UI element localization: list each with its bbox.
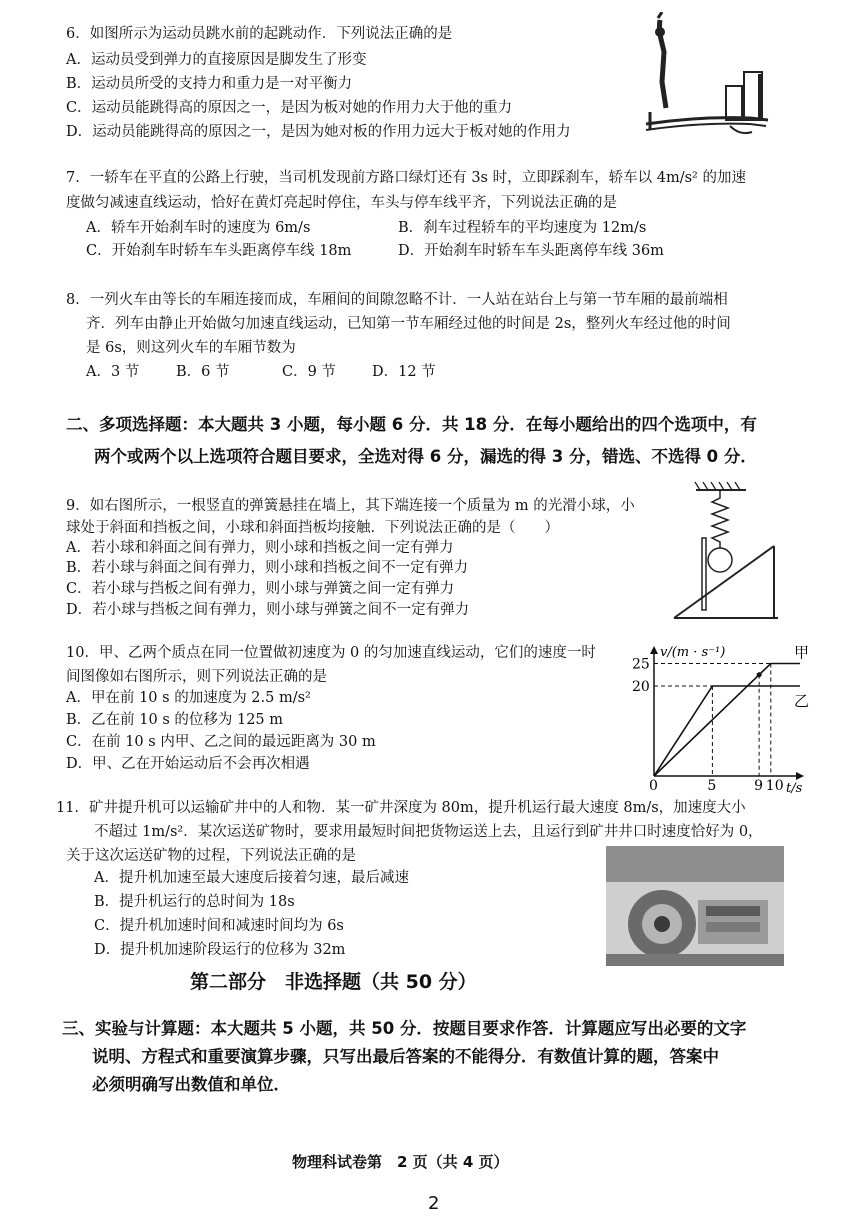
- q8-stem-line3: 是 6s，则这列火车的车厢节数为: [86, 340, 296, 356]
- intersection-point: [757, 672, 762, 677]
- part2-title: 第二部分 非选择题（共 50 分）: [190, 971, 477, 993]
- series-label-2: 乙: [794, 692, 810, 710]
- q11-stem-line2: 不超过 1m/s²．某次运送矿物时，要求用最短时间把货物运送上去，且运行到矿井井口时速度恰好为 0，: [94, 824, 763, 840]
- series-line-1: [654, 664, 800, 777]
- q10-option-c: C．在前 10 s 内甲、乙之间的最远距离为 30 m: [66, 734, 376, 750]
- q6-option-b: B．运动员所受的支持力和重力是一对平衡力: [66, 76, 353, 92]
- q10-stem-line2: 间图像如右图所示，则下列说法正确的是: [66, 669, 327, 685]
- x-axis-label: t/s: [786, 781, 803, 796]
- q6-option-d: D．运动员能跳得高的原因之一，是因为她对板的作用力远大于板对她的作用力: [66, 124, 571, 140]
- q10-option-d: D．甲、乙在开始运动后不会再次相遇: [66, 756, 310, 772]
- q11-option-a: A．提升机加速至最大速度后接着匀速，最后减速: [94, 870, 409, 886]
- page-number: 2: [428, 1193, 440, 1214]
- q11-stem-line3: 关于这次运送矿物的过程，下列说法正确的是: [66, 848, 356, 864]
- q8-option-a: A．3 节: [86, 364, 140, 380]
- q6-option-c: C．运动员能跳得高的原因之一，是因为板对她的作用力大于他的重力: [66, 100, 513, 116]
- x-tick-label-10: 10: [765, 778, 784, 794]
- section3-heading-line1: 三、实验与计算题：本大题共 5 小题，共 50 分．按题目要求作答．计算题应写出必要的文字: [62, 1019, 747, 1038]
- q8-option-d: D．12 节: [372, 364, 436, 380]
- y-tick-label-20: 20: [632, 679, 650, 695]
- q9-option-d: D．若小球与挡板之间有弹力，则小球与弹簧之间不一定有弹力: [66, 602, 470, 618]
- q11-option-b: B．提升机运行的总时间为 18s: [94, 894, 295, 910]
- q11-stem-line1: 11．矿井提升机可以运输矿井中的人和物．某一矿井深度为 80m，提升机运行最大速度 8m/s，加速度大小: [56, 800, 746, 816]
- q8-option-b: B．6 节: [176, 364, 230, 380]
- q7-option-d: D．开始刹车时轿车车头距离停车线 36m: [398, 243, 664, 259]
- x-axis-arrow: [796, 772, 804, 780]
- q9-stem-line1: 9．如右图所示，一根竖直的弹簧悬挂在墙上，其下端连接一个质量为 m 的光滑小球，小: [66, 498, 635, 514]
- q7-stem-line2: 度做匀减速直线运动，恰好在黄灯亮起时停住，车头与停车线平齐，下列说法正确的是: [66, 195, 617, 211]
- section2-heading-line1: 二、多项选择题：本大题共 3 小题，每小题 6 分．共 18 分．在每小题给出的四个选项中，有: [66, 415, 757, 434]
- mine-hoist-photo: [606, 846, 784, 966]
- q11-option-d: D．提升机加速阶段运行的位移为 32m: [94, 942, 346, 958]
- q9-option-a: A．若小球和斜面之间有弹力，则小球和挡板之间一定有弹力: [66, 540, 454, 556]
- q7-option-a: A．轿车开始刹车时的速度为 6m/s: [86, 220, 311, 236]
- q7-option-b: B．刹车过程轿车的平均速度为 12m/s: [398, 220, 647, 236]
- q8-option-c: C．9 节: [282, 364, 336, 380]
- page-footer: 物理科试卷第 2 页（共 4 页）: [292, 1153, 509, 1171]
- series-label-1: 甲: [794, 643, 810, 662]
- x-tick-label-0: 0: [649, 778, 658, 794]
- series-line-2: [654, 686, 800, 776]
- y-axis-label: v/(m · s⁻¹): [660, 645, 726, 660]
- y-tick-label-25: 25: [632, 656, 650, 673]
- q9-stem-line2: 球处于斜面和挡板之间，小球和斜面挡板均接触．下列说法正确的是（ ）: [66, 520, 559, 536]
- spring-incline-figure: [668, 480, 780, 626]
- y-axis-arrow: [650, 646, 658, 654]
- section3-heading-line2: 说明、方程式和重要演算步骤，只写出最后答案的不能得分．有数值计算的题，答案中: [92, 1047, 719, 1066]
- q9-option-c: C．若小球与挡板之间有弹力，则小球与弹簧之间一定有弹力: [66, 581, 455, 597]
- section2-heading-line2: 两个或两个以上选项符合题目要求，全选对得 6 分，漏选的得 3 分，错选、不选得 0 分．: [94, 447, 757, 466]
- diver-figure: [640, 12, 770, 142]
- q9-option-b: B．若小球与斜面之间有弹力，则小球和挡板之间不一定有弹力: [66, 560, 469, 576]
- section3-heading-line3: 必须明确写出数值和单位．: [92, 1075, 290, 1094]
- q10-option-b: B．乙在前 10 s 的位移为 125 m: [66, 712, 284, 728]
- q8-stem-line2: 齐．列车由静止开始做匀加速直线运动，已知第一节车厢经过他的时间是 2s，整列火车经过他的时间: [86, 316, 731, 332]
- q7-stem-line1: 7．一轿车在平直的公路上行驶，当司机发现前方路口绿灯还有 3s 时，立即踩刹车，轿车以 4m/s² 的加速: [66, 170, 746, 186]
- q10-option-a: A．甲在前 10 s 的加速度为 2.5 m/s²: [66, 690, 311, 706]
- x-tick-label-5: 5: [707, 778, 717, 794]
- q7-option-c: C．开始刹车时轿车车头距离停车线 18m: [86, 243, 352, 259]
- vt-chart: [624, 636, 810, 796]
- q6-stem: 6．如图所示为运动员跳水前的起跳动作．下列说法正确的是: [66, 26, 453, 42]
- q6-option-a: A．运动员受到弹力的直接原因是脚发生了形变: [66, 52, 367, 68]
- q8-stem-line1: 8．一列火车由等长的车厢连接而成，车厢间的间隙忽略不计．一人站在站台上与第一节车厢的最前端相: [66, 292, 728, 308]
- x-tick-label-9: 9: [754, 778, 764, 794]
- q10-stem-line1: 10．甲、乙两个质点在同一位置做初速度为 0 的匀加速直线运动，它们的速度一时: [66, 645, 596, 661]
- q11-option-c: C．提升机加速时间和减速时间均为 6s: [94, 918, 344, 934]
